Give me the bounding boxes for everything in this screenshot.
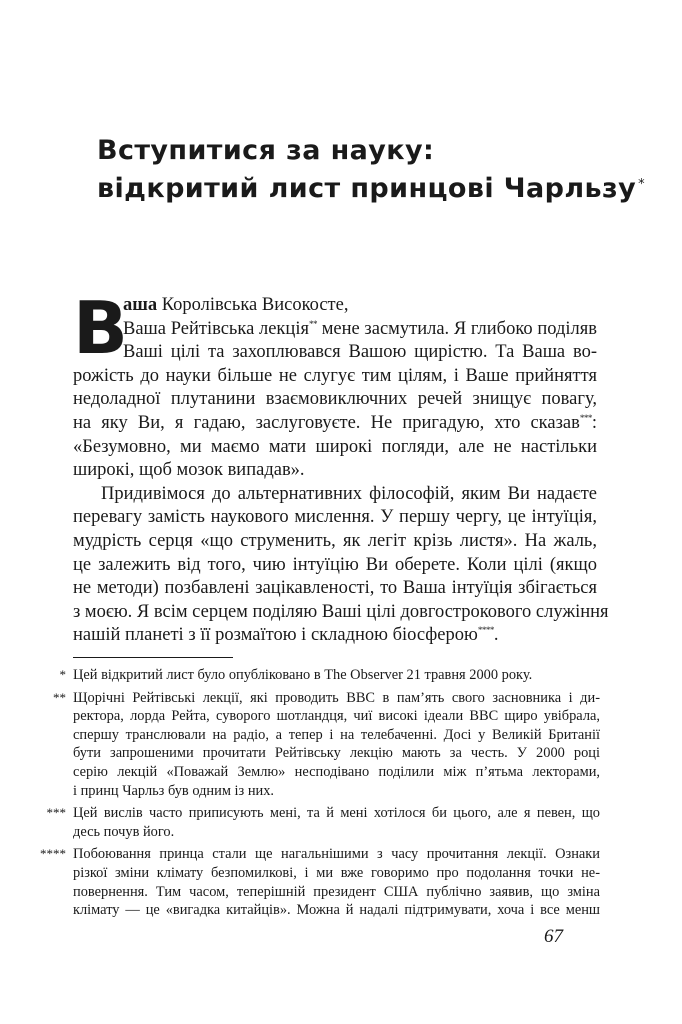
p1-text: мене засмутила. Я глибоко поділяв — [316, 318, 597, 339]
salutation-bold: аша — [123, 295, 158, 315]
paragraph-2-line: не методи) позбавлені зацікавленості, то Ваша інтуїція збігається — [73, 578, 597, 599]
footnote-ref-2: ** — [308, 318, 317, 329]
footnote-line: десь почув його. — [73, 823, 175, 840]
footnote-line: і принц Чарльз був одним із них. — [73, 782, 275, 799]
footnote-line: ректора, лорда Рейта, суворого шотландця, чиї високі ідеали BBC щиро увібрала, — [73, 708, 600, 725]
footnote-line: Цей вислів часто приписують мені, та й мені хотілося би цього, але я певен, що — [73, 805, 600, 822]
footnote-line: серію лекцій «Поважай Землю» несподівано поділили між п’ятьма лекторами, — [73, 763, 600, 780]
p1-text: : — [591, 412, 597, 433]
chapter-title-line-1: Вступитися за науку: — [97, 135, 435, 166]
p2-text: нашій планеті з її розмаїтою і складною біосферою — [73, 625, 478, 646]
paragraph-1-line: «Безумовно, ми маємо мати широкі погляди, але не настільки — [73, 436, 597, 457]
footnote-line: клімату — це «вигадка китайців». Можна й надалі підтримувати, хоча і все менш — [73, 902, 600, 919]
paragraph-1-line: недоладної плутанини взаємовиключних речей знищує повагу, — [73, 389, 597, 410]
paragraph-1-line — [73, 412, 597, 436]
drop-cap: В — [73, 286, 128, 370]
chapter-title-line-2-text: відкритий лист принцові Чарльзу — [97, 173, 637, 204]
footnote-line: Побоювання принца стали ще нагальнішими з часу прочитання лекції. Ознаки — [73, 846, 600, 863]
letter-body — [73, 286, 609, 648]
footnote-divider — [73, 657, 233, 658]
footnote-line: різкої зміни клімату безпомилкові, і ми вже говоримо про подолання точки не- — [73, 864, 600, 881]
paragraph-2-line: мудрість серця «що струменить, як легіт крізь листя». На жаль, — [73, 530, 597, 551]
footnote-mark: *** — [46, 805, 66, 821]
paragraph-2-line: перевагу замість наукового мислення. У першу чергу, це інтуїція, — [73, 507, 597, 528]
chapter-title-line-2 — [97, 170, 646, 208]
paragraph-2-line: нашій планеті з її розмаїтою і складною біосферою****. — [73, 625, 499, 646]
paragraph-1-line: рожість до науки більше не слугує тим цілям, і Ваше прийняття — [73, 365, 597, 386]
footnote-mark: **** — [40, 846, 66, 862]
footnotes — [40, 666, 600, 924]
page-number: 67 — [544, 926, 563, 947]
footnote-line: бути запрошеними прочитати Рейтівську лекцію мають за честь. У 2000 році — [73, 745, 600, 762]
p1-text: Ваша Рейтівська лекція — [123, 318, 309, 339]
footnote-line: Щорічні Рейтівські лекції, які проводить BBC в пам’ять свого засновника і ди- — [73, 689, 600, 706]
salutation — [73, 294, 597, 318]
paragraph-1-line: Ваші цілі та захоплювався Вашою щирістю. Та Ваша во- — [123, 342, 597, 363]
salutation-text: Королівська Високосте, — [157, 295, 349, 315]
footnote-line: Цей відкритий лист було опубліковано в The Observer 21 травня 2000 року. — [73, 667, 533, 683]
paragraph-2-line: це залежить від того, чию інтуїцію Ви оберете. Коли цілі (якщо — [73, 554, 597, 575]
paragraph-2-line: Придивімося до альтернативних філософій, яким Ви надаєте — [101, 483, 597, 504]
footnote-2 — [40, 689, 600, 801]
footnote-ref-4: **** — [477, 625, 494, 636]
chapter-title — [97, 132, 646, 208]
footnote-mark: * — [59, 667, 66, 682]
footnote-ref-3: *** — [579, 412, 592, 423]
title-footnote-mark: * — [638, 177, 646, 192]
paragraph-1-line: широкі, щоб мозок випадав». — [73, 460, 305, 481]
paragraph-2-line: з моєю. Я всім серцем поділяю Ваші цілі довгострокового служіння — [73, 601, 609, 622]
footnote-1 — [40, 666, 600, 685]
p1-text: на яку Ви, я гадаю, заслуговуєте. Не пригадую, хто сказав — [73, 412, 580, 433]
footnote-3 — [40, 804, 600, 841]
footnote-4 — [40, 845, 600, 919]
footnote-line: повернення. Тим часом, теперішній президент США публічно заявив, що зміна — [73, 883, 600, 900]
paragraph-1-line — [73, 318, 597, 342]
footnote-mark: ** — [53, 689, 66, 705]
footnote-line: спершу транслювали на радіо, а тепер і на телебаченні. Досі у Великій Британії — [73, 726, 600, 743]
